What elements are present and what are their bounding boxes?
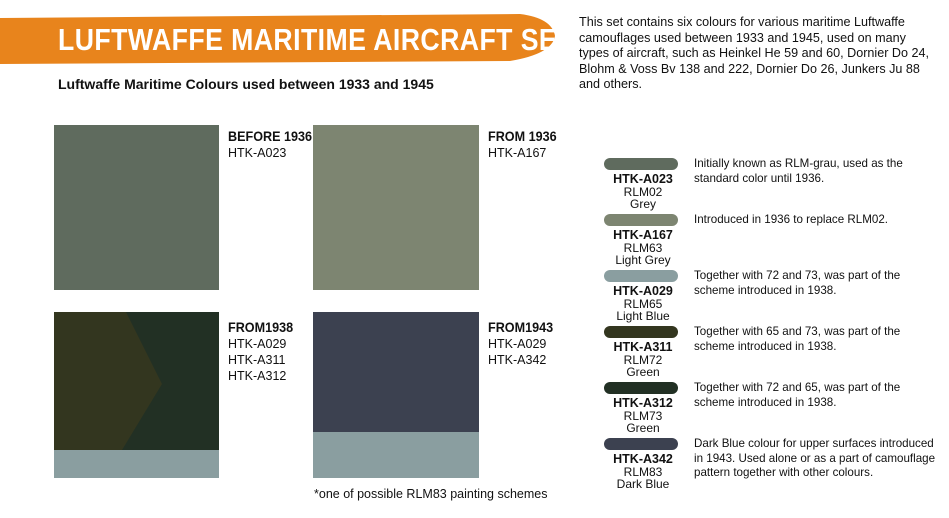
colour-pill (604, 214, 678, 226)
colour-rlm: RLM02 (623, 184, 663, 199)
scheme-swatch-from-1938 (54, 312, 219, 478)
colour-pill (604, 438, 678, 450)
colour-code-block (604, 341, 682, 379)
colour-rlm: RLM63 (623, 240, 663, 255)
scheme-code: HTK-A029 (488, 337, 547, 351)
colour-code: HTK-A167 (613, 228, 673, 242)
colour-description: Together with 72 and 73, was part of the scheme introduced in 1938. (694, 269, 901, 297)
colour-name: Green (626, 421, 660, 435)
colour-code-block (604, 285, 682, 323)
intro-text: This set contains six colours for various maritime Luftwaffe camouflages used between 1933 and 1945, used on many types of aircraft, such as Heinkel He 59 and 60, Dornier Do 24, Blohm & Voss Bv 138 and 222, Dornier Do 26, Junkers Ju 88 and others. (579, 15, 930, 92)
footnote: *one of possible RLM83 painting schemes (314, 487, 548, 501)
colour-description: Together with 65 and 73, was part of the scheme introduced in 1938. (694, 325, 901, 353)
colour-code: HTK-A311 (613, 340, 673, 354)
scheme-code: HTK-A342 (488, 353, 547, 367)
colour-rlm: RLM73 (623, 408, 663, 423)
colour-code-block (604, 173, 682, 211)
colour-pill (604, 326, 678, 338)
scheme-heading: FROM1938 (228, 319, 294, 335)
scheme-code: HTK-A167 (488, 146, 547, 160)
colour-name: Light Grey (615, 253, 671, 267)
colour-code-block (604, 229, 682, 267)
scheme-heading: BEFORE 1936 (228, 128, 313, 144)
colour-pill (604, 158, 678, 170)
scheme-heading: FROM 1936 (488, 128, 557, 144)
page-subtitle: Luftwaffe Maritime Colours used between 1933 and 1945 (58, 76, 434, 92)
colour-code-block (604, 397, 682, 435)
colour-code: HTK-A023 (613, 172, 673, 186)
scheme-code: HTK-A029 (228, 337, 287, 351)
colour-name: Green (626, 365, 660, 379)
scheme-swatch-before-1936 (54, 125, 219, 290)
scheme-code: HTK-A311 (228, 353, 286, 367)
scheme-swatch-from-1943 (313, 312, 479, 478)
scheme-label-from-1943 (488, 318, 560, 368)
colour-name: Light Blue (616, 309, 670, 323)
colour-description: Together with 72 and 65, was part of the scheme introduced in 1938. (694, 381, 901, 409)
colour-code: HTK-A312 (613, 396, 673, 410)
scheme-label-from-1938 (228, 318, 300, 384)
colour-name: Dark Blue (616, 477, 670, 491)
colour-pill (604, 270, 678, 282)
colour-description: Introduced in 1936 to replace RLM02. (694, 213, 888, 226)
scheme-code: HTK-A312 (228, 369, 287, 383)
colour-code: HTK-A342 (613, 452, 673, 466)
colour-code-block (604, 453, 682, 491)
scheme-code: HTK-A023 (228, 146, 287, 160)
colour-name: Grey (629, 197, 656, 211)
colour-rlm: RLM65 (623, 296, 663, 311)
colour-pill (604, 382, 678, 394)
scheme-label-before-1936 (228, 127, 321, 161)
colour-rlm: RLM83 (623, 464, 663, 479)
colour-rlm: RLM72 (623, 352, 663, 367)
scheme-label-from-1936 (488, 127, 564, 161)
colour-description: Dark Blue colour for upper surfaces introduced in 1943. Used alone or as a part of camouflage pattern together with other colours. (694, 437, 936, 479)
colour-code: HTK-A029 (613, 284, 673, 298)
scheme-heading: FROM1943 (488, 319, 554, 335)
scheme-swatch-from-1936 (313, 125, 479, 290)
colour-description: Initially known as RLM-grau, used as the standard color until 1936. (694, 157, 903, 185)
page-title: LUFTWAFFE MARITIME AIRCRAFT SET (58, 22, 574, 57)
